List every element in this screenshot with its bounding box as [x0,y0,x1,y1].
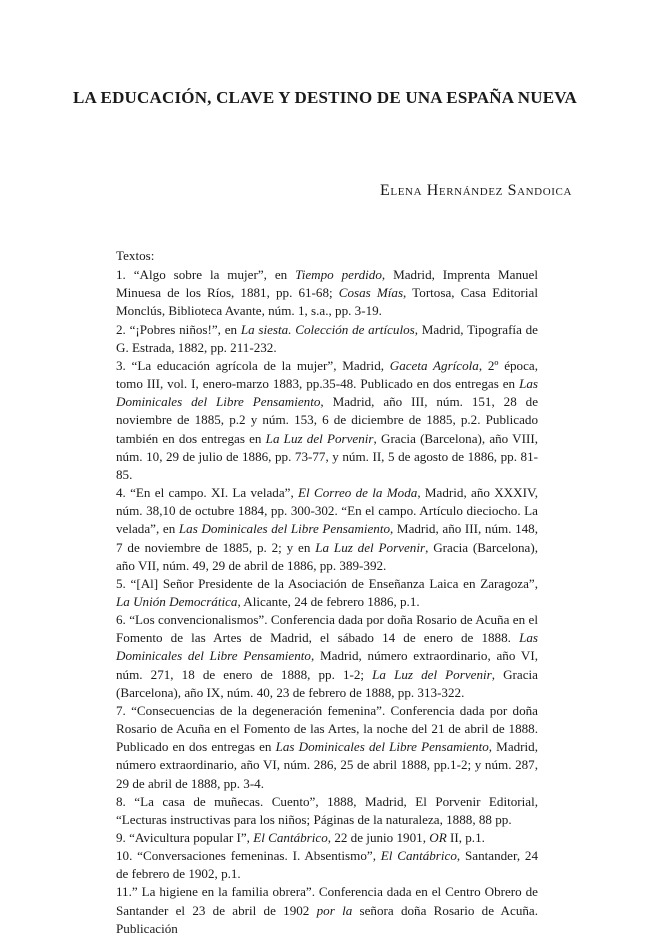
section-heading: Textos: [116,248,155,263]
reference-text: 4. “En el campo. XI. La velada”, [116,485,299,501]
reference-text: 6. “Los convencionalismos”. Conferencia dada por doña Rosario de Acuña en el Fomento de las Artes de Madrid, el sábado 14 de enero de 1888. [116,612,538,646]
reference-italic-text: La siesta. Colección de artículos [240,321,415,337]
reference-text: , Gracia (Barcelona), año VII, núm. 49, 29 de abril de 1886, pp. 389-392. [116,539,538,573]
reference-item [116,575,538,611]
reference-text: 7. “Consecuencias de la degeneración femenina”. Conferencia dada por doña Rosario de Acuña en el Fomento de las Artes, la noche del 21 de abril de 1888. Publicado en dos entregas en [116,702,538,755]
reference-text: , Madrid, Imprenta Manuel Minuesa de los Ríos, 1881, pp. 61-68; [116,267,538,301]
reference-item [116,611,538,702]
reference-italic-text: El Cantábrico [253,830,328,845]
reference-italic-text: Gaceta Agrícola [389,357,479,373]
reference-text: , Madrid, número extraordinario, año VI, núm. 286, 25 de abril 1888, pp.1-2; y núm. 287, 29 de abril de 1888, pp. 3-4. [116,739,538,791]
reference-text: , Madrid, año III, núm. 148, 7 de noviembre de 1885, p. 2; y en [116,521,538,555]
reference-italic-text: Tiempo perdido [295,267,382,283]
reference-italic-text: por la [316,902,353,918]
reference-item [116,829,538,847]
reference-text: 8. “La casa de muñecas. Cuento”, 1888, Madrid, El Porvenir Editorial, “Lecturas instructivas para los niños; Páginas de la naturaleza, 1888, 88 pp. [116,793,538,827]
reference-text: , Madrid, año XXXIV, núm. 38,10 de octubre 1884, pp. 300-302. “En el campo. Artículo dieciocho. La velada”, en [116,485,538,537]
reference-text: , Gracia (Barcelona), año VIII, núm. 10, 29 de julio de 1886, pp. 73-77, y núm. II, 5 de agosto de 1886, pp. 81-85. [116,430,538,482]
reference-italic-text: El Correo de la Moda [298,485,418,501]
reference-item [116,847,538,883]
reference-text: , Madrid, Tipografía de G. Estrada, 1882, pp. 211-232. [116,321,538,355]
reference-italic-text: OR [429,830,447,845]
reference-text: , 2º época, tomo III, vol. I, enero-marzo 1883, pp.35-48. Publicado en dos entregas en [116,357,538,392]
reference-item [116,266,538,320]
reference-item [116,484,538,575]
reference-italic-text: Cosas Mías [338,285,404,301]
reference-italic-text: El Cantábrico [380,848,457,864]
reference-text: , Madrid, año III, núm. 151, 28 de noviembre de 1885, p.2 y núm. 153, 6 de diciembre de 1885, p.2. Publicado también en dos entregas en [116,394,539,446]
author-name: Elena Hernández Sandoica [380,182,572,199]
reference-text: 5. “[Al] Señor Presidente de la Asociación de Enseñanza Laica en Zaragoza”, [116,575,538,591]
reference-text: 11.” La higiene en la familia obrera”. Conferencia dada en el Centro Obrero de Santander el 23 de abril de 1902 [116,884,538,918]
reference-italic-text: La Luz del Porvenir [372,666,492,682]
reference-item [116,321,538,357]
reference-italic-text: La Unión Democrática [116,593,238,609]
reference-text: , Tortosa, Casa Editorial Monclús, Biblioteca Avante, núm. 1, s.a., pp. 3-19. [116,285,539,319]
reference-italic-text: La Luz del Porvenir [265,430,374,446]
reference-italic-text: Las Dominicales del Libre Pensamiento [275,739,489,755]
reference-text: , Alicante, 24 de febrero 1886, p.1. [237,593,420,609]
page-title: LA EDUCACIÓN, CLAVE Y DESTINO DE UNA ESPAÑA NUEVA [73,88,577,107]
reference-italic-text: Las Dominicales del Libre Pensamiento [178,521,391,537]
reference-text: II, p.1. [446,830,485,845]
reference-item [116,702,538,793]
reference-text: 10. “Conversaciones femeninas. I. Absentismo”, [116,848,381,864]
reference-text: 1. “Algo sobre la mujer”, en [116,267,296,283]
reference-item [116,883,538,937]
reference-text: , Santander, 24 de febrero de 1902, p.1. [116,848,539,882]
reference-italic-text: Las Dominicales del Libre Pensamiento [116,630,538,664]
reference-text: 2. “¡Pobres niños!”, en [116,321,241,337]
reference-text: 3. “La educación agrícola de la mujer”, Madrid, [116,357,390,373]
reference-text: , Madrid, número extraordinario, año VI, núm. 271, 18 de enero de 1888, pp. 1-2; [116,648,539,682]
reference-item [116,793,538,829]
reference-italic-text: La Luz del Porvenir [315,539,426,555]
reference-text: , Gracia (Barcelona), año IX, núm. 40, 23 de febrero de 1888, pp. 313-322. [116,666,538,700]
reference-text: , 22 de junio 1901, [327,830,430,845]
references-section [116,247,538,938]
reference-italic-text: Las Dominicales del Libre Pensamiento [116,376,538,410]
reference-text: señora doña Rosario de Acuña. Publicación [116,902,539,936]
reference-item [116,357,538,484]
reference-text: 9. “Avicultura popular I”, [116,830,254,845]
reference-list [116,266,538,938]
